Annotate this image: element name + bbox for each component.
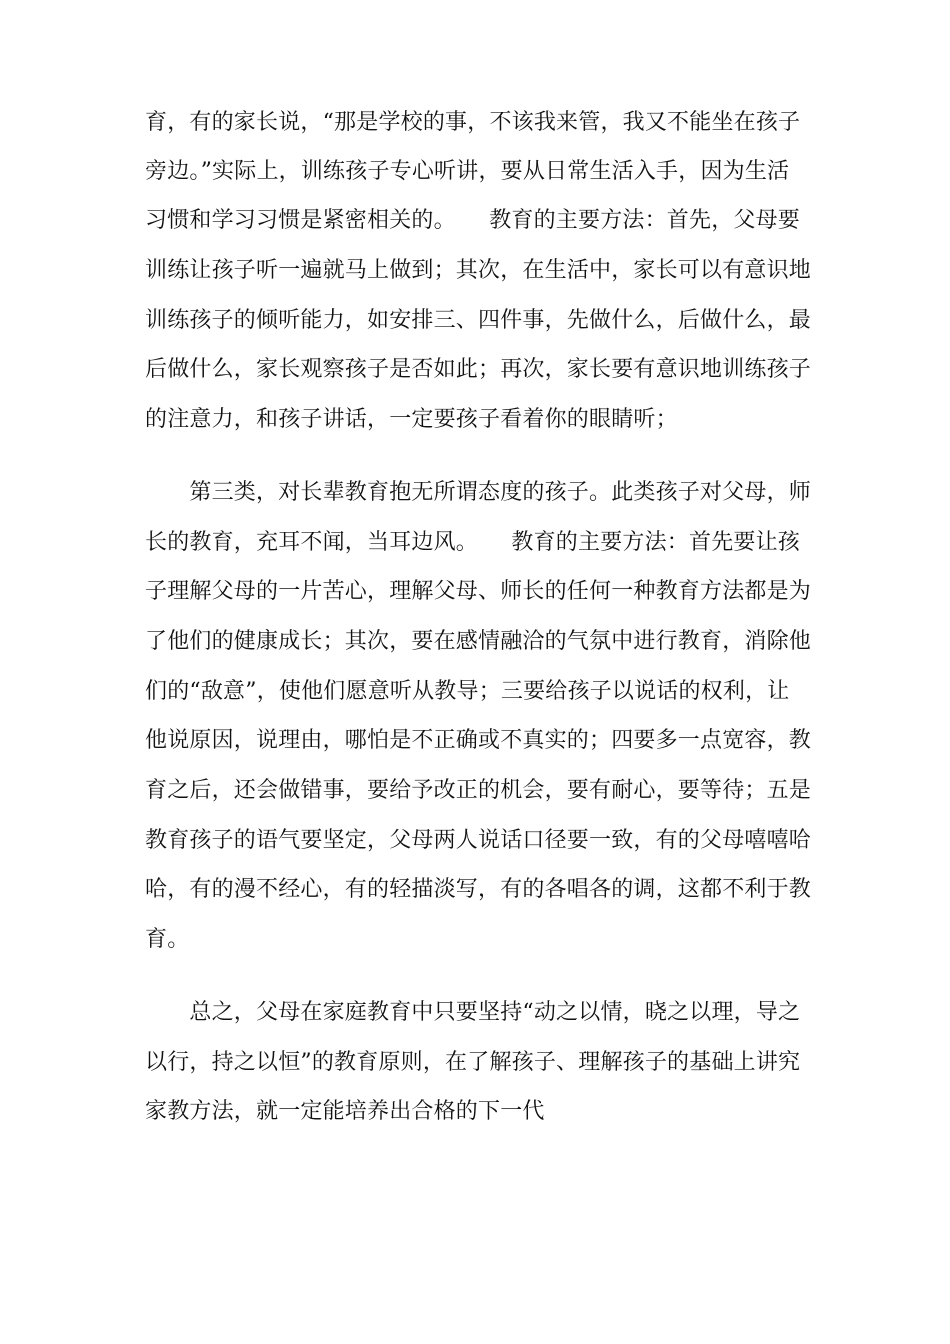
text-line: 习惯和学习习惯是紧密相关的。 教育的主要方法：首先，父母要 [145, 208, 801, 233]
text-line: 训练让孩子听一遍就马上做到；其次，在生活中，家长可以有意识地 [145, 258, 812, 283]
text-line: 家教方法，就一定能培养出合格的下一代 [145, 1099, 545, 1124]
text-line: 总之，父母在家庭教育中只要坚持“动之以情，晓之以理，导之 [145, 1000, 801, 1025]
text-line: 哈，有的漫不经心，有的轻描淡写，有的各唱各的调，这都不利于教 [145, 877, 812, 902]
text-line: 育，有的家长说，“那是学校的事，不该我来管，我又不能坐在孩子 [145, 110, 801, 135]
text-line: 后做什么，家长观察孩子是否如此；再次，家长要有意识地训练孩子 [145, 357, 812, 382]
text-line: 们的“敌意”，使他们愿意听从教导；三要给孩子以说话的权利，让 [145, 679, 790, 704]
text-line: 旁边。”实际上，训练孩子专心听讲，要从日常生活入手，因为生活 [145, 159, 790, 184]
text-line: 第三类，对长辈教育抱无所谓态度的孩子。此类孩子对父母，师 [145, 480, 812, 505]
text-line: 以行，持之以恒”的教育原则，在了解孩子、理解孩子的基础上讲究 [145, 1050, 801, 1075]
text-line: 子理解父母的一片苦心，理解父母、师长的任何一种教育方法都是为 [145, 579, 812, 604]
text-line: 训练孩子的倾听能力，如安排三、四件事，先做什么，后做什么，最 [145, 308, 812, 333]
text-line: 育。 [145, 927, 190, 952]
text-line: 了他们的健康成长；其次，要在感情融洽的气氛中进行教育，消除他 [145, 629, 812, 654]
text-line: 教育孩子的语气要坚定，父母两人说话口径要一致，有的父母嘻嘻哈 [145, 828, 812, 853]
text-line: 长的教育，充耳不闻，当耳边风。 教育的主要方法：首先要让孩 [145, 530, 801, 555]
text-line: 育之后，还会做错事，要给予改正的机会，要有耐心，要等待；五是 [145, 778, 812, 803]
text-line: 的注意力，和孩子讲话，一定要孩子看着你的眼睛听； [145, 407, 678, 432]
text-line: 他说原因，说理由，哪怕是不正确或不真实的；四要多一点宽容，教 [145, 728, 812, 753]
